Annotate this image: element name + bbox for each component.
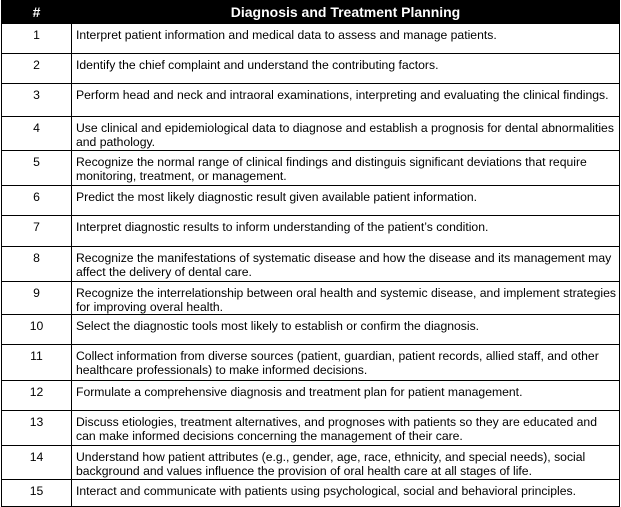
table-row (2, 411, 620, 446)
row-description: Recognize the interrelationship between oral health and systemic disease, and implement strategies for improving overal health. (72, 282, 620, 315)
row-description: Identify the chief complaint and understand the contributing factors. (72, 54, 620, 84)
table-row (2, 117, 620, 151)
table-row (2, 216, 620, 247)
row-number: 4 (2, 117, 72, 151)
row-number: 1 (2, 24, 72, 54)
row-description: Use clinical and epidemiological data to diagnose and establish a prognosis for dental abnormalities and pathology. (72, 117, 620, 151)
table-row (2, 480, 620, 507)
table-row (2, 151, 620, 186)
row-description: Perform head and neck and intraoral examinations, interpreting and evaluating the clinical findings. (72, 84, 620, 117)
competency-table (1, 0, 620, 507)
row-number: 8 (2, 247, 72, 282)
row-description: Understand how patient attributes (e.g., gender, age, race, ethnicity, and special needs), social background and values influence the provision of oral health care at all stages of life. (72, 446, 620, 480)
row-description: Select the diagnostic tools most likely to establish or confirm the diagnosis. (72, 315, 620, 345)
row-number: 3 (2, 84, 72, 117)
row-number: 6 (2, 186, 72, 216)
table-header (2, 1, 620, 24)
row-description: Recognize the normal range of clinical findings and distinguis significant deviations that require monitoring, treatment, or management. (72, 151, 620, 186)
table-row (2, 54, 620, 84)
row-number: 9 (2, 282, 72, 315)
row-number: 12 (2, 381, 72, 411)
row-number: 5 (2, 151, 72, 186)
table-row (2, 446, 620, 480)
table-row (2, 84, 620, 117)
header-title: Diagnosis and Treatment Planning (72, 1, 620, 24)
table-row (2, 282, 620, 315)
row-number: 14 (2, 446, 72, 480)
row-description: Interact and communicate with patients using psychological, social and behavioral principles. (72, 480, 620, 507)
table-row (2, 381, 620, 411)
table-row (2, 345, 620, 381)
row-number: 2 (2, 54, 72, 84)
table-row (2, 315, 620, 345)
row-description: Interpret patient information and medical data to assess and manage patients. (72, 24, 620, 54)
row-number: 15 (2, 480, 72, 507)
table-row (2, 24, 620, 54)
row-description: Formulate a comprehensive diagnosis and treatment plan for patient management. (72, 381, 620, 411)
row-description: Recognize the manifestations of systematic disease and how the disease and its management may affect the delivery of dental care. (72, 247, 620, 282)
header-number: # (2, 1, 72, 24)
row-number: 13 (2, 411, 72, 446)
row-description: Discuss etiologies, treatment alternatives, and prognoses with patients so they are educated and can make informed decisions concerning the management of their care. (72, 411, 620, 446)
row-number: 10 (2, 315, 72, 345)
row-description: Interpret diagnostic results to inform understanding of the patient’s condition. (72, 216, 620, 247)
table-row (2, 186, 620, 216)
row-number: 11 (2, 345, 72, 381)
row-description: Collect information from diverse sources (patient, guardian, patient records, allied staff, and other healthcare professionals) to make informed decisions. (72, 345, 620, 381)
row-number: 7 (2, 216, 72, 247)
row-description: Predict the most likely diagnostic result given available patient information. (72, 186, 620, 216)
table-row (2, 247, 620, 282)
